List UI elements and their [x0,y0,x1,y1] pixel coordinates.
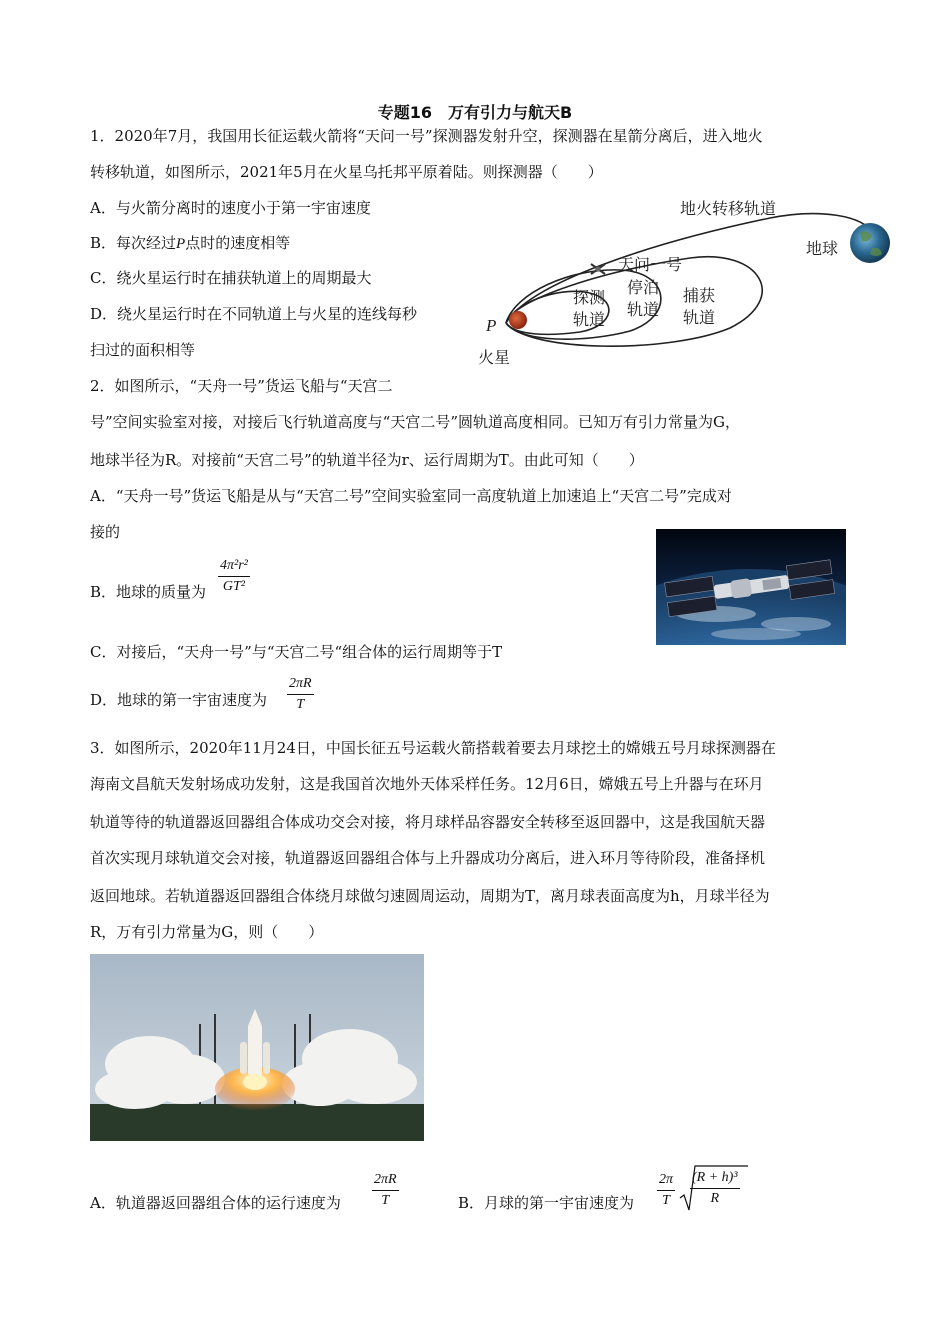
q2-option-b-fraction [218,556,250,597]
q2-option-b-denominator: GT² [222,579,245,594]
q3-option-b-coef-numerator: 2π [657,1170,675,1191]
q1-option-b-pre: B．每次经过 [90,234,177,252]
point-p-label: P [486,316,497,335]
q2-option-c: C．对接后，“天舟一号”与“天宫二号“组合体的运行周期等于T [90,643,503,661]
q2-option-d-denominator: T [296,697,305,712]
q3-option-b-radicand-denominator: R [710,1191,720,1206]
q2-option-d-numerator: 2πR [287,674,314,695]
probe-label: 天问一号 [618,255,683,274]
capture-orbit-label-1: 捕获 [683,286,716,305]
q1-option-d-line2: 扫过的面积相等 [90,341,196,359]
q3-option-a-fraction [372,1170,399,1211]
capture-orbit-label-2: 轨道 [683,308,716,327]
q3-stem-line2: 海南文昌航天发射场成功发射，这是我国首次地外天体采样任务。12月6日，嫦娥五号上升器与在环月 [90,775,764,793]
q1-option-d-line1: D．绕火星运行时在不同轨道上与火星的连线每秒 [90,305,418,323]
page-title: 专题16 万有引力与航天B [377,103,573,122]
q2-option-a-line2: 接的 [90,523,121,541]
q1-option-b [90,233,290,254]
q2-option-d-fraction [287,674,314,715]
q2-stem-line1: 2．如图所示，“天舟一号”货运飞船与“天宫二 [90,377,393,395]
q2-option-a-line1: A．“天舟一号”货运飞船是从与“天宫二号”空间实验室同一高度轨道上加速追上“天宫二号”完成对 [90,487,732,505]
q3-stem-line3: 轨道等待的轨道器返回器组合体成功交会对接，将月球样品容器安全转移至返回器中，这是我国航天器 [90,813,766,831]
q2-option-d: D．地球的第一宇宙速度为 [90,691,268,709]
q1-option-b-post: 点时的速度相等 [185,234,291,252]
transfer-orbit-path [506,214,872,323]
q3-option-b-radicand [690,1168,740,1209]
q3-stem-line4: 首次实现月球轨道交会对接，轨道器返回器组合体与上升器成功分离后，进入环月等待阶段，准备择机 [90,849,766,867]
q1-option-c: C．绕火星运行时在捕获轨道上的周期最大 [90,269,372,287]
detection-orbit-label-1: 探测 [573,288,606,307]
q1-stem-line1: 1．2020年7月，我国用长征运载火箭将“天问一号”探测器发射升空，探测器在星箭分离后，进入地火 [90,127,763,145]
detection-orbit-label-2: 轨道 [573,310,606,329]
q3-stem-line5: 返回地球。若轨道器返回器组合体绕月球做匀速圆周运动，周期为T，离月球表面高度为h，月球半径为 [90,887,770,905]
earth-label: 地球 [806,239,839,258]
q3-option-b-coef-denominator: T [662,1193,670,1208]
mars-label: 火星 [478,348,511,367]
transfer-orbit-label: 地火转移轨道 [680,199,777,218]
q3-stem-line6: R，万有引力常量为G，则（ ） [90,923,324,941]
q1-option-b-var: P [176,236,186,252]
q2-option-b-numerator: 4π²r² [218,556,250,577]
q3-option-a: A．轨道器返回器组合体的运行速度为 [90,1194,341,1212]
parking-orbit-label-2: 轨道 [627,300,660,319]
q1-stem-line2: 转移轨道，如图所示，2021年5月在火星乌托邦平原着陆。则探测器（ ） [90,163,603,181]
q3-option-b-radicand-numerator: (R + h)³ [690,1168,740,1189]
mars-orbit-diagram [470,188,900,373]
q1-option-a: A．与火箭分离时的速度小于第一宇宙速度 [90,199,371,217]
q3-option-b: B．月球的第一宇宙速度为 [458,1194,635,1212]
q3-option-b-coefficient [657,1170,675,1211]
q2-stem-line3: 地球半径为R。对接前“天宫二号”的轨道半径为r、运行周期为T。由此可知（ ） [90,451,644,469]
q3-option-a-denominator: T [381,1193,390,1208]
rocket-launch-photo [90,954,424,1141]
q3-stem-line1: 3．如图所示，2020年11月24日，中国长征五号运载火箭搭载着要去月球挖土的嫦娥五号月球探测器在 [90,739,776,757]
space-station-photo [656,529,846,645]
q3-option-a-numerator: 2πR [372,1170,399,1191]
earth-icon [850,223,890,263]
parking-orbit-label-1: 停泊 [627,278,660,297]
mars-icon [509,311,527,329]
q2-stem-line2: 号”空间实验室对接，对接后飞行轨道高度与“天宫二号”圆轨道高度相同。已知万有引力常量为G， [90,413,740,431]
q2-option-b: B．地球的质量为 [90,583,207,601]
